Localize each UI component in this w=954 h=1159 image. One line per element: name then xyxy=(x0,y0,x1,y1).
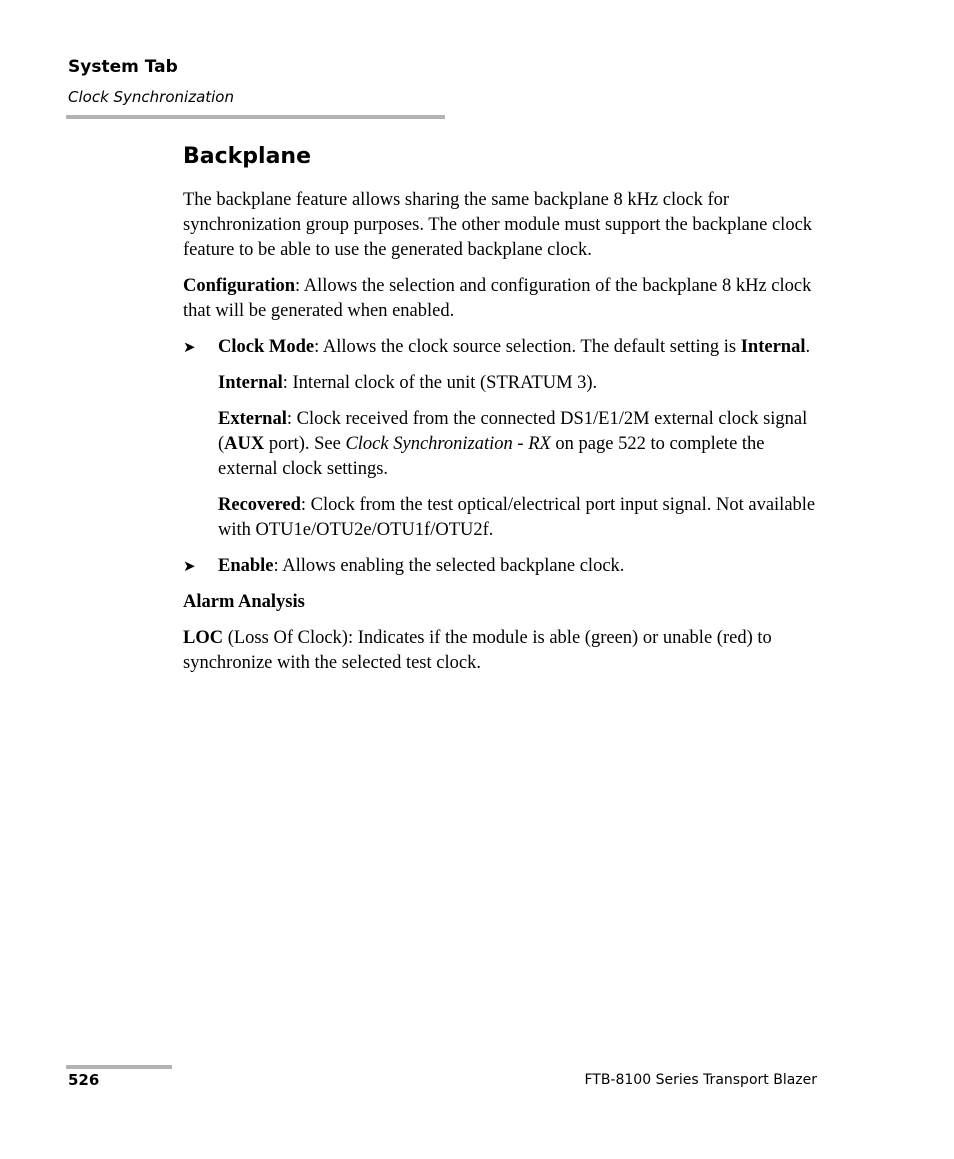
running-header-title: System Tab xyxy=(68,57,178,77)
running-header-subtitle: Clock Synchronization xyxy=(68,88,234,106)
section-title: Backplane xyxy=(183,144,312,169)
loc-paragraph xyxy=(183,626,823,676)
internal-paragraph xyxy=(183,371,823,396)
page-number: 526 xyxy=(68,1071,100,1089)
bullet-enable xyxy=(183,554,823,579)
alarm-analysis-heading xyxy=(183,590,823,615)
cross-reference-link[interactable]: Clock Synchronization - RX xyxy=(345,434,551,454)
internal-text: : Internal clock of the unit (STRATUM 3). xyxy=(282,373,598,393)
external-text-2: port). See xyxy=(264,434,346,454)
recovered-paragraph xyxy=(183,493,823,543)
internal-term: Internal xyxy=(218,373,283,393)
enable-term: Enable xyxy=(218,556,274,576)
intro-paragraph: The backplane feature allows sharing the same backplane 8 kHz clock for synchronization group purposes. The other module must support the backplane clock feature to be able to use the generated backplane clock. xyxy=(183,190,813,260)
enable-text: : Allows enabling the selected backplane clock. xyxy=(273,556,625,576)
external-paragraph xyxy=(183,407,823,482)
configuration-term: Configuration xyxy=(183,276,296,296)
recovered-term: Recovered xyxy=(218,495,301,515)
clock-mode-text: : Allows the clock source selection. The default setting is xyxy=(314,337,741,357)
loc-term: LOC xyxy=(183,628,224,648)
recovered-text: : Clock from the test optical/electrical port input signal. Not available with OTU1e/OTU2e/OTU1f/OTU2f. xyxy=(218,495,816,540)
loc-text: (Loss Of Clock): Indicates if the module is able (green) or unable (red) to synchronize with the selected test clock. xyxy=(183,628,772,673)
clock-mode-term: Clock Mode xyxy=(218,337,315,357)
bullet-arrow-icon: ➤ xyxy=(183,338,196,356)
aux-port-label: AUX xyxy=(224,434,265,454)
external-text-3: on page 522 to complete the external clock settings. xyxy=(218,434,765,479)
clock-mode-end: . xyxy=(805,337,811,357)
bullet-clock-mode xyxy=(183,335,823,360)
footer-divider xyxy=(66,1065,172,1069)
header-divider xyxy=(66,115,445,119)
footer-product-name: FTB-8100 Series Transport Blazer xyxy=(584,1072,817,1088)
body-text xyxy=(183,188,823,687)
configuration-text: : Allows the selection and configuration of the backplane 8 kHz clock that will be generated when enabled. xyxy=(183,276,812,321)
external-term: External xyxy=(218,409,287,429)
alarm-analysis-heading-text: Alarm Analysis xyxy=(183,592,305,612)
clock-mode-default: Internal xyxy=(740,337,806,357)
bullet-arrow-icon: ➤ xyxy=(183,557,196,575)
configuration-paragraph xyxy=(183,274,823,324)
external-text-1: : Clock received from the connected DS1/E1/2M external clock signal ( xyxy=(218,409,808,454)
